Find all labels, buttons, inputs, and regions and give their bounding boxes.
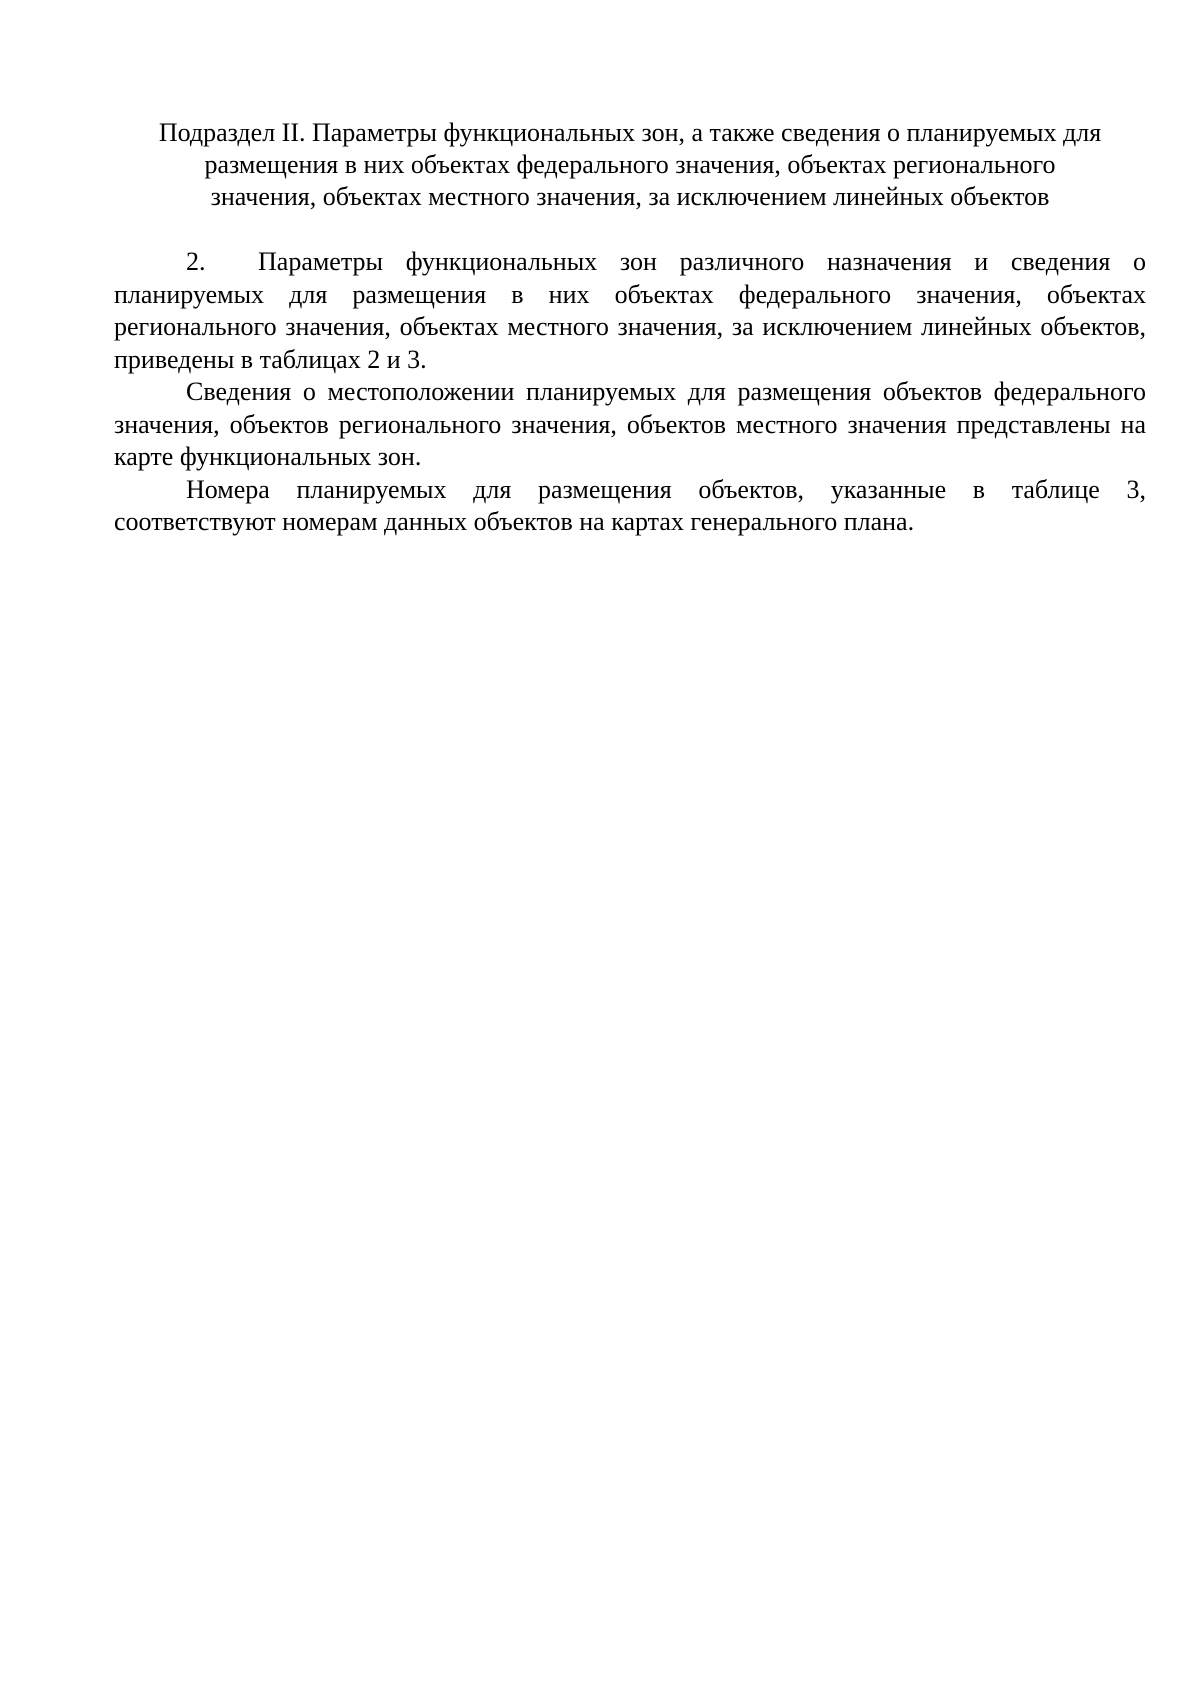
body-text: [114, 246, 1146, 539]
subsection-heading: [112, 117, 1148, 213]
paragraph-text: Номера планируемых для размещения объектов, указанные в таблице 3, соответствуют номерам данных объектов на картах генерального плана.: [114, 474, 1146, 536]
heading-line: значения, объектах местного значения, за исключением линейных объектов: [210, 182, 1050, 211]
paragraph-number: 2.: [186, 247, 206, 276]
heading-line: Подраздел II. Параметры функциональных зон, а также сведения о планируемых для: [158, 118, 1102, 147]
paragraph-object-numbers: [114, 474, 1146, 539]
paragraph-item-2: [114, 246, 1146, 376]
heading-line: размещения в них объектах федерального значения, объектах регионального: [204, 150, 1056, 179]
paragraph-text: Сведения о местоположении планируемых для размещения объектов федерального значения, объектов регионального значения, объектов местного значения представлены на карте функциональных зон.: [114, 377, 1146, 471]
paragraph-text: Параметры функциональных зон различного назначения и сведения о планируемых для размещения в них объектах федерального значения, объектах регионального значения, объектах местного значения, за исключением линейных объектов, приведены в таблицах 2 и 3.: [114, 247, 1146, 374]
paragraph-location-info: [114, 376, 1146, 474]
